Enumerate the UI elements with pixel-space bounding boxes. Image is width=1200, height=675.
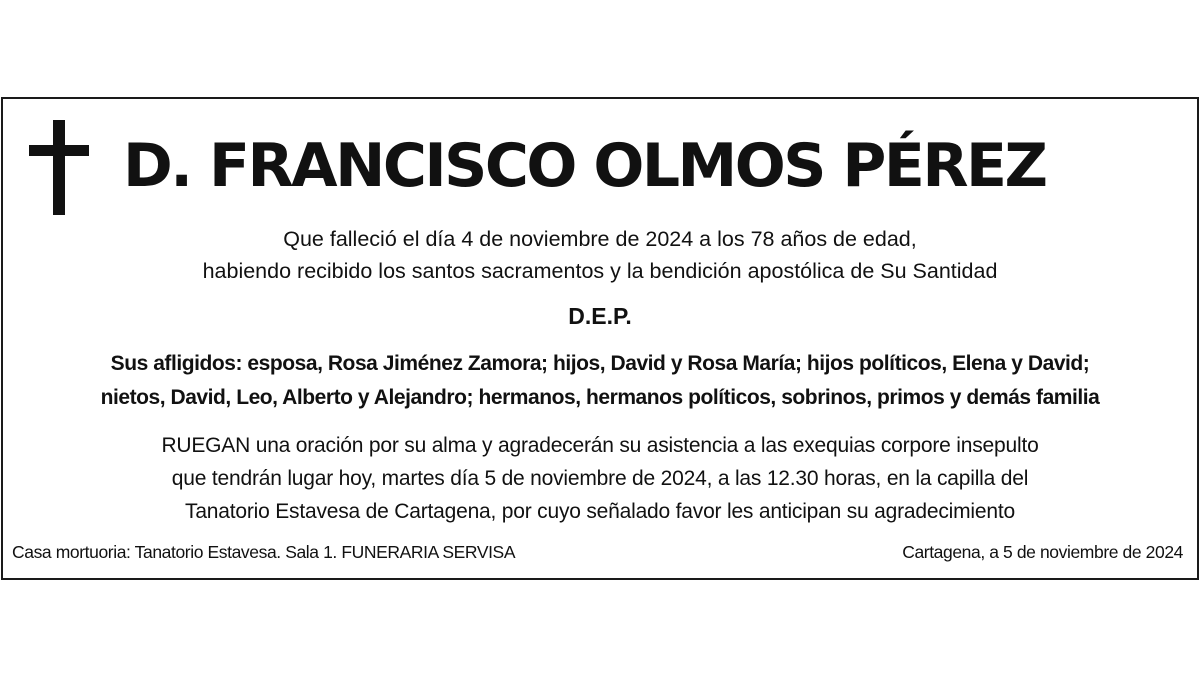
cross-vertical-bar bbox=[53, 120, 65, 215]
funeral-request-line: RUEGAN una oración por su alma y agradecerán su asistencia a las exequias corpore insepulto bbox=[161, 434, 1039, 457]
mourners-line: Sus afligidos: esposa, Rosa Jiménez Zamora; hijos, David y Rosa María; hijos políticos, Elena y David; bbox=[110, 352, 1090, 375]
mourners-line: nietos, David, Leo, Alberto y Alejandro; hermanos, hermanos políticos, sobrinos, primos y demás familia bbox=[100, 386, 1100, 409]
funeral-request bbox=[3, 429, 1197, 528]
cross-horizontal-bar bbox=[29, 145, 89, 156]
death-announcement-line: habiendo recibido los santos sacramentos y la bendición apostólica de Su Santidad bbox=[202, 259, 998, 283]
funeral-request-line: que tendrán lugar hoy, martes día 5 de noviembre de 2024, a las 12.30 horas, en la capilla del bbox=[171, 467, 1029, 490]
obituary-notice bbox=[1, 97, 1199, 580]
deceased-name: D. FRANCISCO OLMOS PÉREZ bbox=[123, 131, 1046, 201]
funeral-home-info: Casa mortuoria: Tanatorio Estavesa. Sala 1. FUNERARIA SERVISA bbox=[12, 542, 516, 562]
place-date: Cartagena, a 5 de noviembre de 2024 bbox=[902, 542, 1183, 562]
death-announcement bbox=[3, 223, 1197, 287]
mourners-list bbox=[3, 347, 1197, 415]
death-announcement-line: Que falleció el día 4 de noviembre de 2024 a los 78 años de edad, bbox=[283, 227, 917, 251]
rip-abbreviation: D.E.P. bbox=[568, 303, 632, 329]
funeral-request-line: Tanatorio Estavesa de Cartagena, por cuyo señalado favor les anticipan su agradecimiento bbox=[185, 500, 1015, 523]
cross-icon bbox=[29, 120, 89, 215]
